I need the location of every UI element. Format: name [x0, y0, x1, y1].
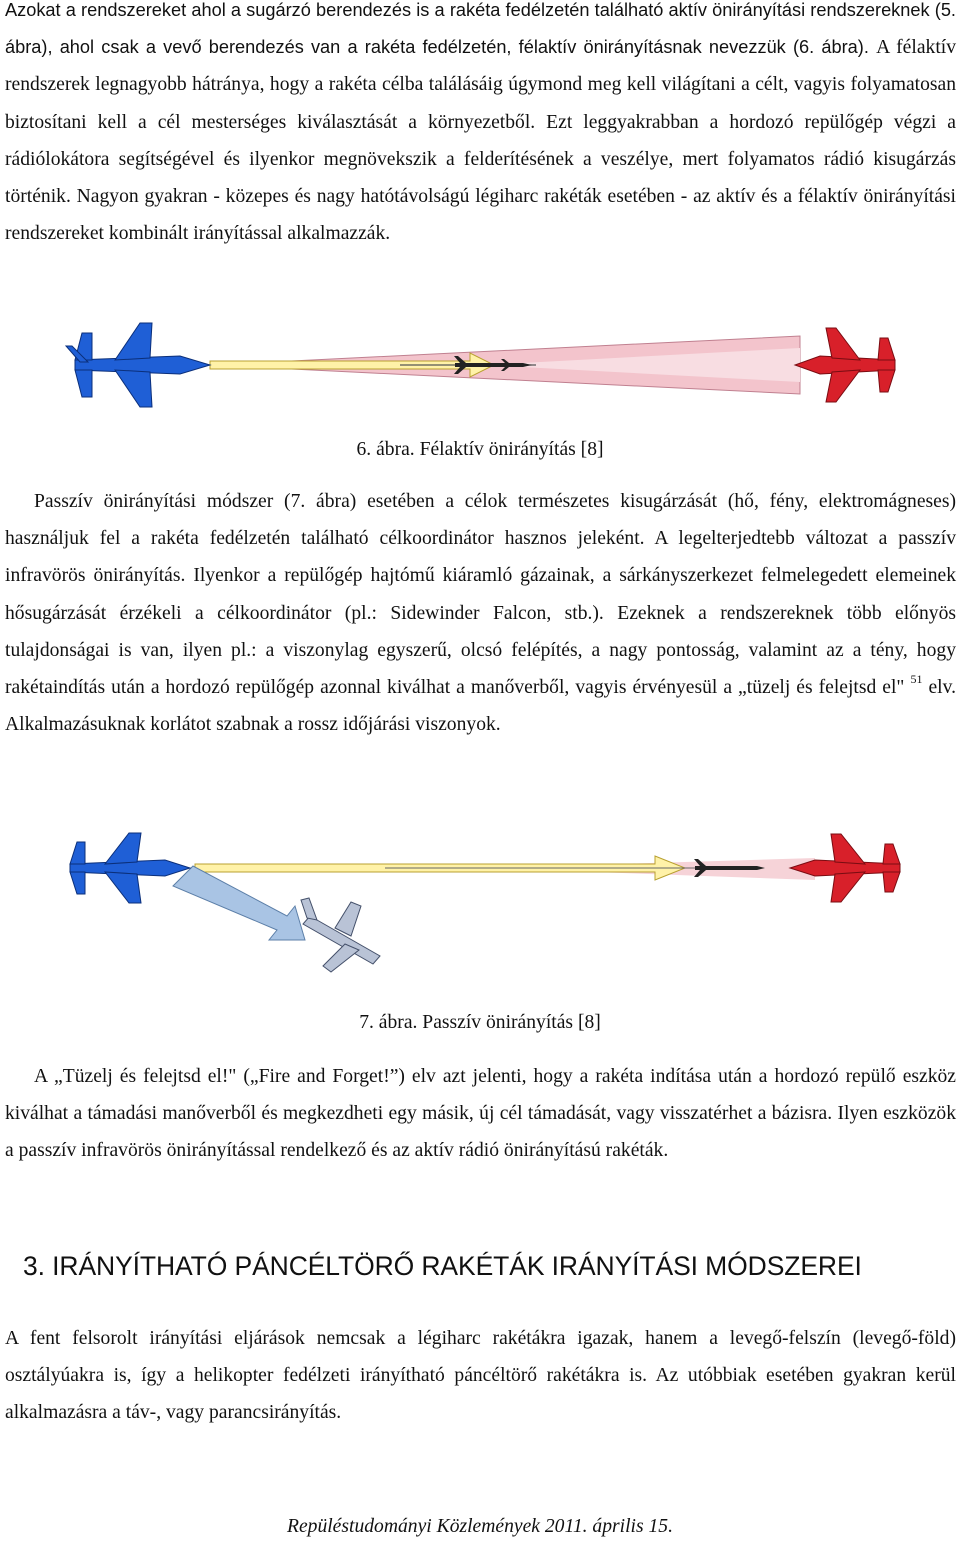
escape-maneuver-arrow: [173, 866, 305, 940]
paragraph-passive-text: Passzív önirányítási módszer (7. ábra) esetében a célok természetes kisugárzását (hő, fény, elektromágneses) használjuk fel a rakéta fedélzetén található célkoordinátor hasznos jeleként. A legelterjedtebb változat a passzív infravörös önirányítás. Ilyenkor a repülőgép hajtómű kiáramló gázainak, a sárkányszerkezet felmelegedett elemeinek hősugárzását érzékeli a célkoordinátor (pl.: Sidewinder Falcon, stb.). Ezeknek a rendszereknek több előnyös tulajdonságai is van, ilyen pl.: a viszonylag egyszerű, olcsó felépítés, a nagy pontosság, valamint az a tény, hogy rakétaindítás után a hordozó repülőgép azonnal kiválhat a manőverből, vagyis érvényesül a „tüzelj és felejtsd el": [5, 491, 956, 699]
paragraph-antitank-guidance: A fent felsorolt irányítási eljárások nemcsak a légiharc rakétákra igazak, hanem a levegő-felszín (levegő-föld) osztályúakra is, így a helikopter fedélzeti irányítható páncéltörő rakétákra is. Az utóbbiak esetében gyakran kerül alkalmazásra a táv-, vagy parancsirányítás.: [5, 1328, 956, 1424]
target-aircraft-icon: [795, 328, 895, 402]
paragraph-semi-active-intro: [5, 0, 956, 252]
paragraph-passive-text-after: elv. Alkalmazásuknak korlátot szabnak a rossz időjárási viszonyok.: [5, 677, 957, 736]
paragraph-serif-run: A félaktív rendszerek legnagyobb hátránya, hogy a rakéta célba találásáig úgymond meg kell világítani a célt, vagyis folyamatosan biztosítani kell a cél mesterséges kiválasztását a környezetből. Ezt leggyakrabban a hordozó repülőgép végzi a rádiólokátora segítségével és ilyenkor megnövekszik a felderítésének a veszélye, mert folyamatos rádió kisugárzás történik. Nagyon gyakran - közepes és nagy hatótávolságú légiharc rakéták esetében - az aktív és a félaktív önirányítási rendszereket kombinált irányítással alkalmazzák.: [5, 37, 957, 245]
launcher-aircraft-icon: [66, 323, 210, 407]
figure-6-semi-active-homing: [60, 318, 910, 413]
paragraph-passive-homing: [5, 483, 956, 743]
paragraph-fire-and-forget: A „Tüzelj és felejtsd el!" („Fire and Forget!”) elv azt jelenti, hogy a rakéta indítása után a hordozó repülő eszköz kiválhat a támadási manőverből és megkezdheti egy másik, új cél támadását, vagy visszatérhet a bázisra. Ilyen eszközök a passzív infravörös önirányítással rendelkező és az aktív rádió önirányítású rakéták.: [5, 1066, 956, 1162]
paragraph-sans-run: Azokat a rendszereket ahol a sugárzó berendezés is a rakéta fedélzetén található aktív önirányítási rendszereknek (5. ábra), ahol csak a vevő berendezés van a rakéta fedélzetén, félaktív önirányításnak nevezzük (6. ábra).: [5, 0, 956, 58]
page-footer: Repüléstudományi Közlemények 2011. április 15.: [286, 1516, 673, 1537]
figure-7-passive-homing: [55, 828, 915, 978]
footnote-marker: 51: [910, 672, 923, 687]
figure-6-caption: 6. ábra. Félaktív önirányítás [8]: [356, 439, 604, 460]
launcher-aircraft-icon: [70, 833, 190, 903]
escaping-aircraft-icon: [301, 898, 380, 972]
figure-7-caption: 7. ábra. Passzív önirányítás [8]: [359, 1012, 601, 1033]
target-aircraft-icon: [790, 834, 900, 902]
section-heading: 3. IRÁNYÍTHATÓ PÁNCÉLTÖRŐ RAKÉTÁK IRÁNYÍTÁSI MÓDSZEREI: [23, 1251, 862, 1281]
